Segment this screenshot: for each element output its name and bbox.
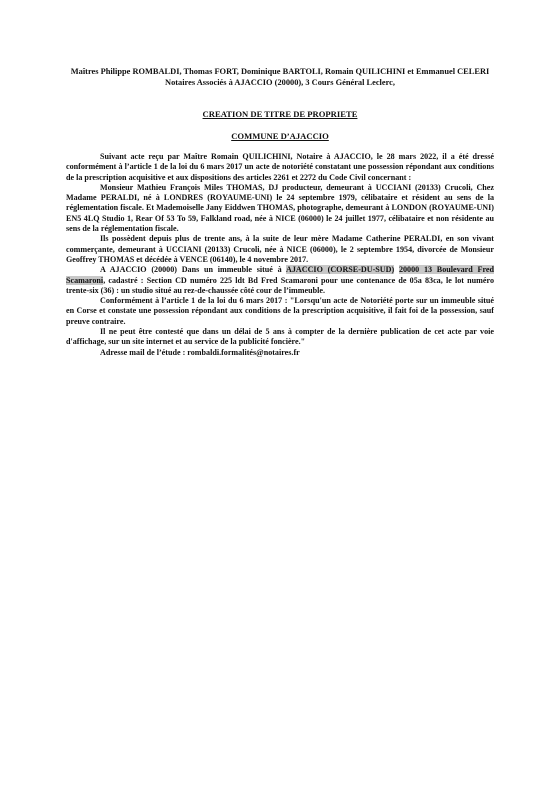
paragraph-law: Conformément à l’article 1 de la loi du 6 mars 2017 : "Lorsqu'un acte de Notoriété porte sur un immeuble situé en Corse et constate une possession répondant aux conditions de la prescription acquisitive, il fait foi de la possession, sauf preuve contraire. [66,296,494,326]
document-title: CREATION DE TITRE DE PROPRIETE [202,109,358,119]
property-intro: A AJACCIO (20000) Dans un immeuble situé à [100,265,286,275]
commune-title: COMMUNE D’AJACCIO [231,131,329,141]
property-details: , cadastré : Section CD numéro 225 ldt Bd Fred Scamaroni pour une contenance de 05a 83ca, le lot numéro trente-six (36) : un studio situé au rez-de-chaussée côté cour de l’immeuble. [66,275,494,295]
paragraph-property [66,265,494,296]
highlight-address: 20000 13 Boulevard Fred Scamaroni [66,265,495,285]
paragraph-possession: Ils possèdent depuis plus de trente ans, à la suite de leur mère Madame Catherine PERALDI, en son vivant commerçante, demeurant à UCCIANI (20133) Crucoli, née à NICE (06000), le 2 septembre 1954, divorcée de Monsieur Geoffrey THOMAS et décédée à VENCE (06140), le 4 novembre 2017. [66,234,494,264]
document-body [66,152,494,358]
notary-address: Notaires Associés à AJACCIO (20000), 3 Cours Général Leclerc, [165,77,395,87]
paragraph-parties: Monsieur Mathieu François Miles THOMAS, DJ producteur, demeurant à UCCIANI (20133) Crucoli, Chez Madame PERALDI, né à LONDRES (ROYAUME-UNI) le 24 septembre 1979, célibataire et résident au sens de la réglementation fiscale. Et Mademoiselle Jany Eiddwen THOMAS, photographe, demeurant à LONDON (ROYAUME-UNI) EN5 4LQ Studio 1, Rear Of 53 To 59, Falkland road, née à NICE (06000) le 24 juillet 1977, célibataire et non résidente au sens de la réglementation fiscale. [66,182,494,234]
paragraph-contestation: Il ne peut être contesté que dans un délai de 5 ans à compter de la dernière publication de cet acte par voie d'affichage, sur un site internet et au service de la publicité foncière." [66,327,494,347]
paragraph-email: Adresse mail de l’étude : rombaldi.formalités@notaires.fr [100,347,300,357]
notary-header [64,67,496,88]
highlight-city: AJACCIO (CORSE-DU-SUD) [286,265,395,275]
paragraph-act: Suivant acte reçu par Maître Romain QUILICHINI, Notaire à AJACCIO, le 28 mars 2022, il a été dressé conformément à l’article 1 de la loi du 6 mars 2017 un acte de notoriété constatant une possession répondant aux conditions de la prescription acquisitive et aux dispositions des articles 2261 et 2272 du Code Civil concernant : [66,152,494,182]
notary-names: Maîtres Philippe ROMBALDI, Thomas FORT, Dominique BARTOLI, Romain QUILICHINI et Emmanuel CELERI [70,67,490,76]
